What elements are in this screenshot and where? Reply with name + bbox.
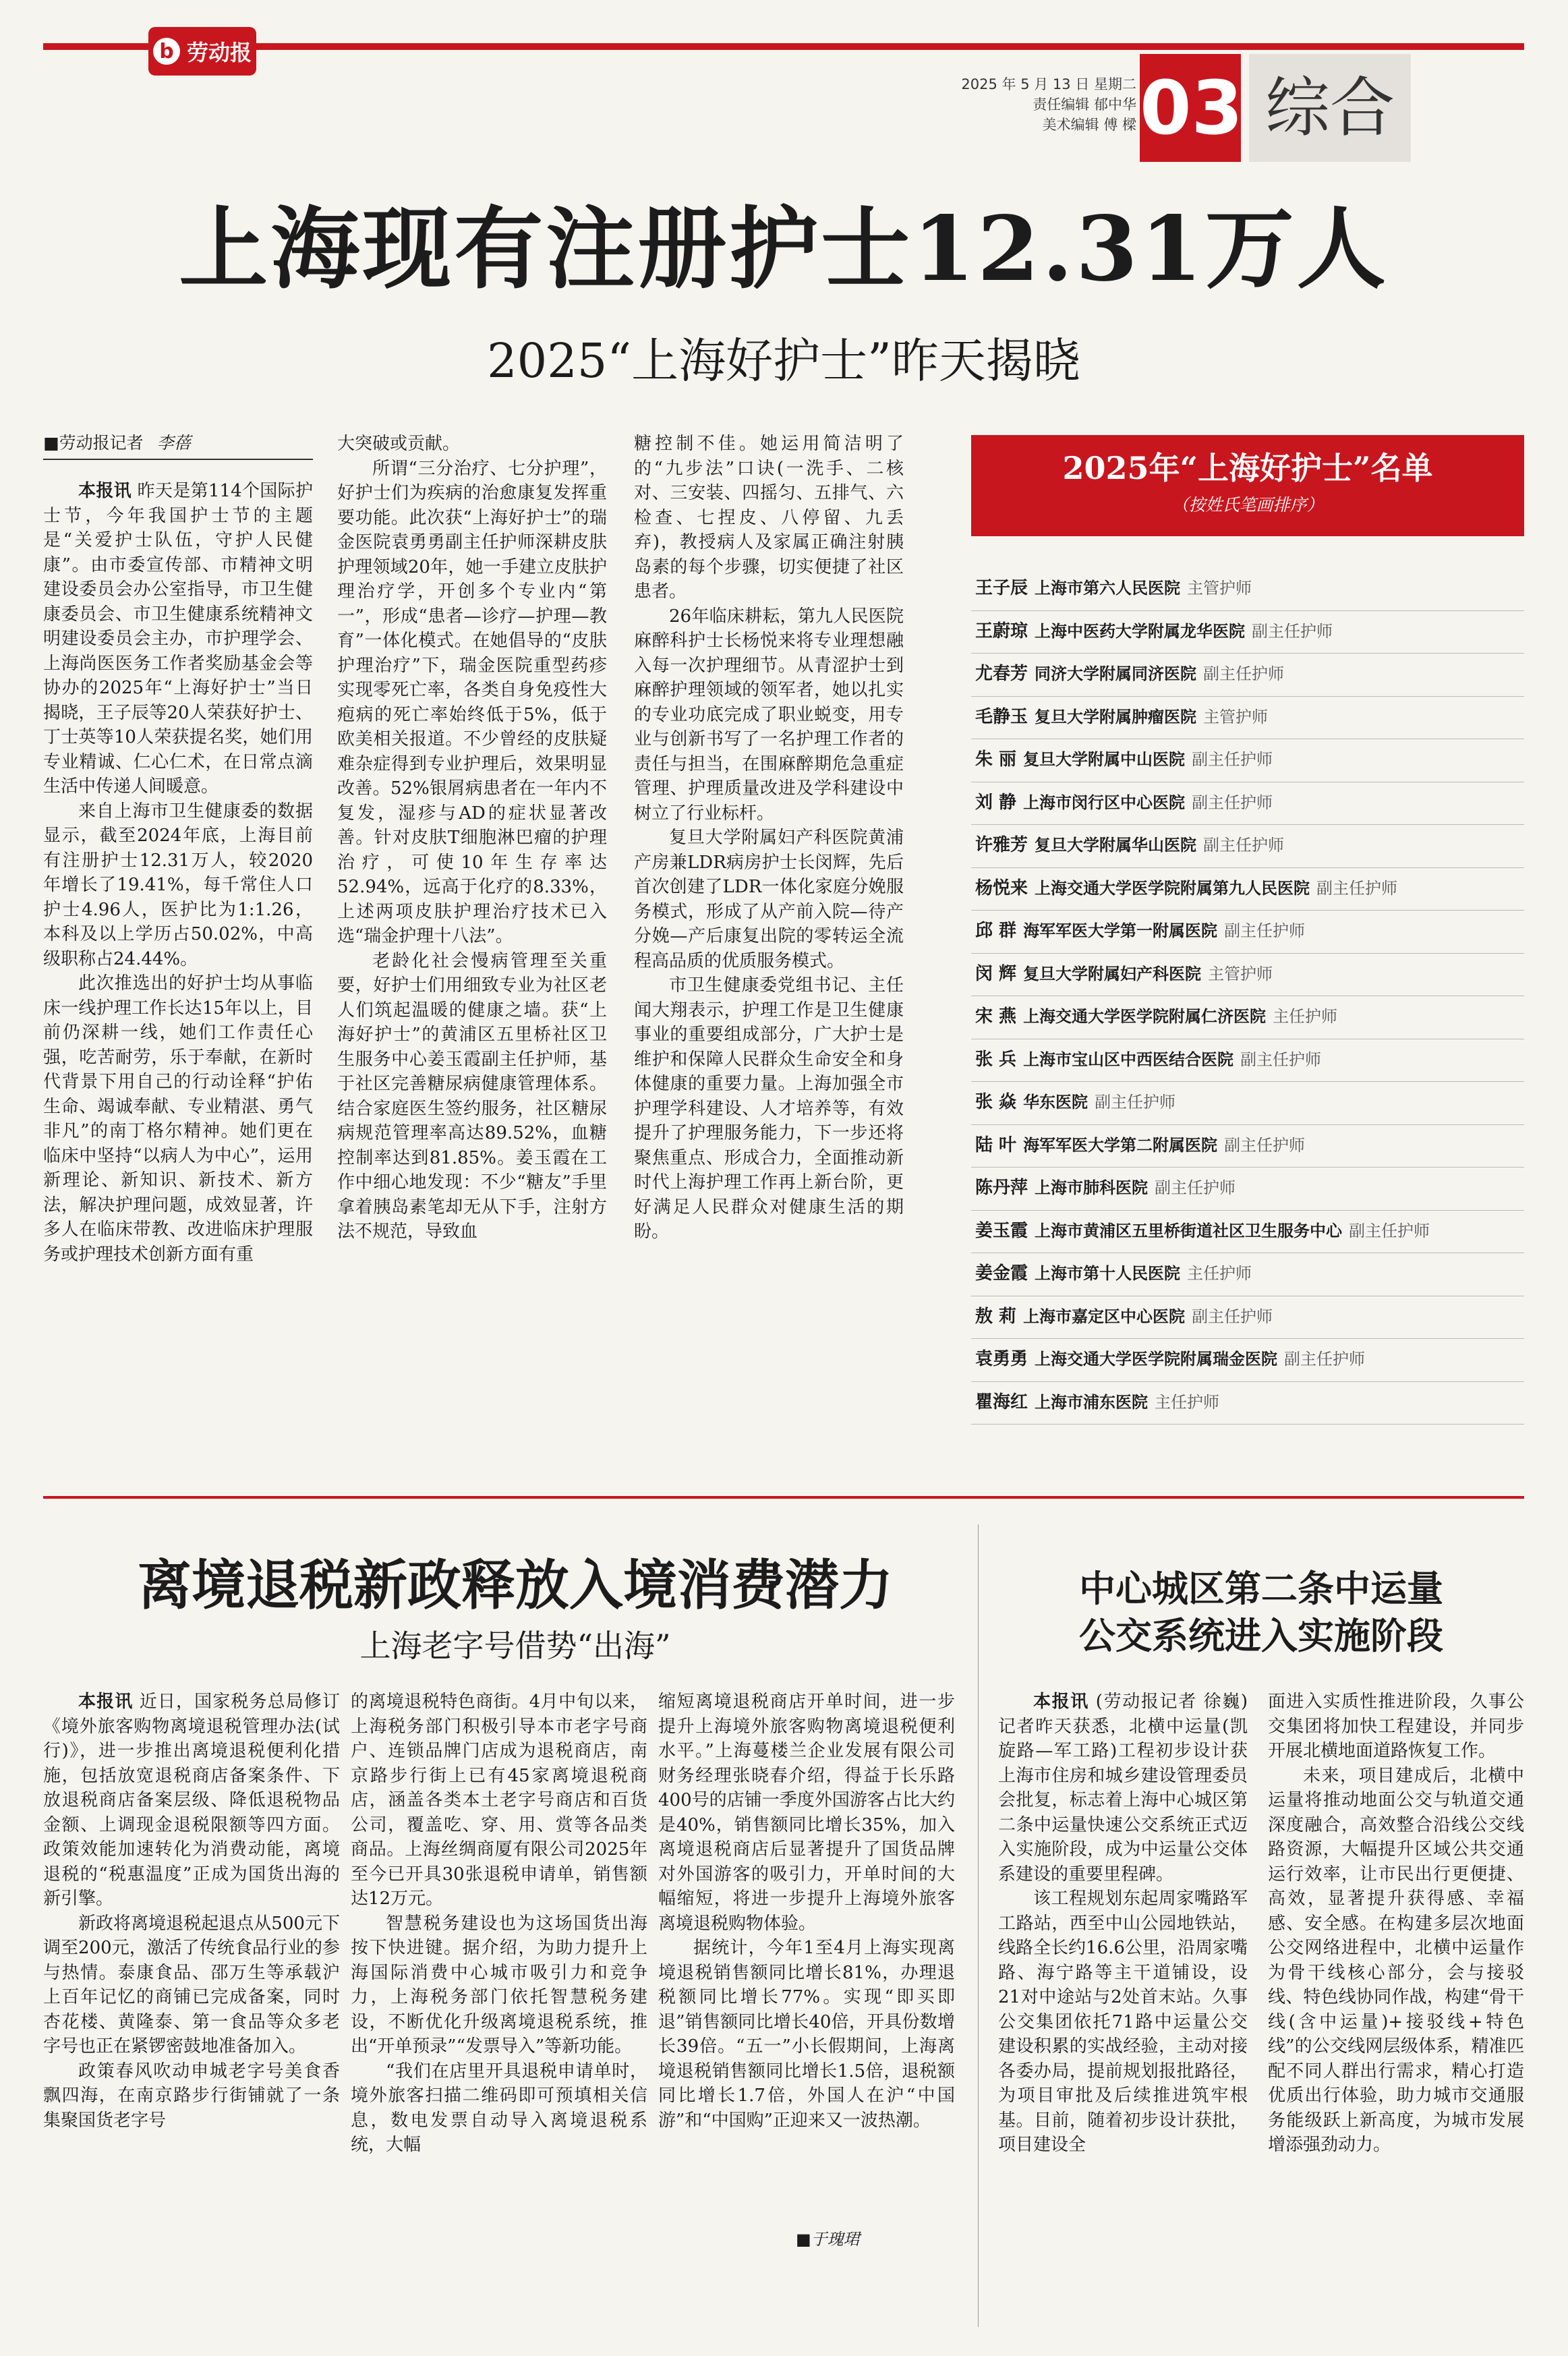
nurse-list-item [971,868,1524,911]
nurse-name: 杨悦来 [975,878,1028,898]
nurse-title: 副主任护师 [1252,621,1333,641]
nurse-list-item [971,825,1524,868]
nurse-title: 副主任护师 [1224,1135,1306,1155]
dateline-tag: 本报讯 [1033,1692,1089,1712]
paragraph [1268,1764,1524,2158]
paragraph-text: 近日，国家税务总局修订《境外旅客购物离境退税管理办法(试行)》，进一步推出离境退税便利化措施，包括放宽退税商店备案条件、下放退税商店备案层级、降低退税物品金额、上调现金退税限额等四方面。政策效能加速转化为消费动能，离境退税的“税惠温度”正成为国货出海的新引擎。 [43,1692,340,1909]
paragraph-text: “我们在店里开具退税申请单时，境外旅客扫描二维码即可预填相关信息，数电发票自动导入离境退税系统，大幅 [351,2061,647,2155]
tax-author: ■于瑰珺 [796,2230,860,2249]
lead-byline [43,432,313,460]
nurse-name: 许雅芳 [975,835,1028,855]
tax-column-2 [351,1690,647,2158]
nurse-list-item [971,1296,1524,1340]
paragraph-text: (劳动报记者 徐巍)记者昨天获悉，北横中运量(凯旋路—军工路)工程初步设计获上海市住房和城乡建设管理委员会批复，标志着上海中心城区第二条中运量快速公交系统正式迈入实施阶段，成为中运量公交体系建设的重要里程碑。 [998,1692,1248,1885]
nurse-list-item [971,1339,1524,1382]
nurse-hospital: 复旦大学附属华山医院 [1035,836,1197,855]
nurse-list-item [971,1168,1524,1211]
column-rule [978,1524,979,2327]
paragraph-text: 的离境退税特色商街。4月中旬以来，上海税务部门积极引导本市老字号商户、连锁品牌门店成为退税商店，南京路步行街上已有45家离境退税商店，涵盖各类本土老字号商店和百货公司，覆盖吃、穿、用、赏等各品类商品。上海丝绸商厦有限公司2025年至今已开具30张退税申请单，销售额达12万元。 [351,1692,647,1909]
nurse-hospital: 上海交通大学医学院附属仁济医院 [1023,1007,1267,1026]
nurse-name: 瞿海红 [975,1391,1028,1412]
nurse-list-item [971,954,1524,997]
nurse-name: 尤春芳 [975,664,1028,684]
logo-mark-icon: b [153,38,180,65]
nurse-list-item [971,1039,1524,1083]
nurse-hospital: 复旦大学附属中山医院 [1023,750,1186,769]
nurse-list-item [971,996,1524,1039]
paragraph [43,479,313,799]
nurse-hospital: 上海市黄浦区五里桥街道社区卫生服务中心 [1035,1221,1343,1240]
bus-column-2 [1268,1690,1524,2158]
nurse-hospital: 上海交通大学医学院附属瑞金医院 [1035,1350,1278,1369]
nurse-title: 副主任护师 [1203,664,1285,683]
paragraph [658,1936,955,2133]
paragraph [43,1912,340,2059]
lead-column-3 [634,432,904,1244]
nurse-name: 毛静玉 [975,706,1028,727]
nurse-title: 主任护师 [1273,1007,1338,1026]
nurse-hospital: 上海市第六人民医院 [1035,579,1181,598]
paragraph-text: 老龄化社会慢病管理至关重要，好护士们用细致专业为社区老人们筑起温暖的健康之墙。获“上海好护士”的黄浦区五里桥社区卫生服务中心姜玉霞副主任护师，基于社区完善糖尿病健康管理体系。结合家庭医生签约服务，社区糖尿病规范管理率高达89.52%，血糖控制率达到81.85%。姜玉霞在工作中细心地发现：不少“糖友”手里拿着胰岛素笔却无从下手，注射方法不规范，导致血 [337,950,607,1242]
nurse-hospital: 上海中医药大学附属龙华医院 [1035,621,1246,641]
bus-column-1 [998,1690,1248,2158]
paragraph-text: 面进入实质性推进阶段，久事公交集团将加快工程建设，并同步开展北横地面道路恢复工作。 [1268,1692,1524,1761]
nurse-name: 朱 丽 [975,749,1017,770]
nurse-list-item [971,1125,1524,1168]
nurse-title: 副主任护师 [1192,793,1273,812]
nurse-title: 主任护师 [1187,1264,1252,1283]
nurse-list-item [971,782,1524,826]
nurse-hospital: 复旦大学附属妇产科医院 [1023,964,1202,983]
nurse-name: 姜玉霞 [975,1220,1028,1241]
paragraph-text: 据统计，今年1至4月上海实现离境退税销售额同比增长81%，办理退税额同比增长77%。实现“即买即退”销售额同比增长40倍，开具份数增长39倍。“五一”小长假期间，上海离境退税销售额同比增长1.5倍，退税额同比增长1.7倍，外国人在沪“中国游”和“中国购”正迎来又一波热潮。 [658,1938,955,2131]
nurse-list-item [971,654,1524,697]
nurse-name: 张 焱 [975,1092,1017,1112]
bus-headline-line2: 公交系统进入实施阶段 [1079,1614,1443,1657]
nurse-list-item [971,1211,1524,1254]
tax-column-1 [43,1690,340,2133]
paragraph [998,1690,1248,1887]
nurse-list-title: 2025年“上海好护士”名单 [1062,450,1433,486]
nurse-name: 闵 辉 [975,963,1017,984]
paragraph-text: 昨天是第114个国际护士节，今年我国护士节的主题是“关爱护士队伍，守护人民健康”。由市委宣传部、市精神文明建设委员会办公室指导，市卫生健康委员会、市卫生健康系统精神文明建设委员会主办，市护理学会、上海尚医医务工作者奖励基金会等协办的2025年“上海好护士”当日揭晓，王子辰等20人荣获好护士、丁士英等10人荣获提名奖，她们用专业精诚、仁心仁术，在日常点滴生活中传递人间暖意。 [43,481,313,797]
nurse-title: 副主任护师 [1192,750,1273,769]
nurse-title: 副主任护师 [1224,921,1306,940]
nurse-list-item [971,1253,1524,1296]
paragraph-text: 新政将离境退税起退点从500元下调至200元，激活了传统食品行业的参与热情。泰康食品、邵万生等承载沪上百年记忆的商铺已完成备案，同时杏花楼、黄隆泰、第一食品等众多老字号也正在紧锣密鼓地准备加入。 [43,1913,340,2057]
nurse-list-item [971,697,1524,740]
paragraph-text: 该工程规划东起周家嘴路军工路站，西至中山公园地铁站，线路全长约16.6公里，沿周家嘴路、海宁路等主干道铺设，设21对中途站与2处首末站。久事公交集团依托71路中运量公交建设积累的实战经验，主动对接各委办局，提前规划报批路径，为项目审批及后续推进筑牢根基。目前，随着初步设计获批，项目建设全 [998,1889,1248,2155]
paragraph [351,1690,647,1912]
nurse-title: 副主任护师 [1095,1093,1176,1112]
paragraph [43,971,313,1267]
paragraph [337,457,607,949]
nurse-name: 刘 静 [975,792,1017,813]
nurse-title: 主管护师 [1208,964,1273,983]
paragraph-text: 缩短离境退税商店开单时间，进一步提升上海境外旅客购物离境退税便利水平。”上海蔓楼兰企业发展有限公司财务经理张晓春介绍，得益于长乐路400号的店铺一季度外国游客占比大约是40%，销售额同比增长35%，加入离境退税商店后显著提升了国货品牌对外国游客的吸引力，开单时间的大幅缩短，将进一步提升上海境外旅客离境退税购物体验。 [658,1692,955,1934]
newspaper-logo [148,27,256,76]
nurse-hospital: 海军军医大学第一附属医院 [1023,921,1218,940]
paragraph [1268,1690,1524,1764]
page-number: 03 [1140,54,1241,162]
bus-headline-line1: 中心城区第二条中运量 [1079,1567,1443,1610]
tax-column-3 [658,1690,955,2133]
paragraph [43,799,313,972]
lead-column-2 [337,432,607,1244]
paragraph [337,432,607,457]
dateline-tag: 本报讯 [78,481,132,501]
issue-date: 2025 年 5 月 13 日 星期二 [961,76,1136,92]
paragraph-text: 此次推选出的好护士均从事临床一线护理工作长达15年以上，目前仍深耕一线，她们工作责任心强，吃苦耐劳，乐于奉献，在新时代背景下用自己的行动诠释“护佑生命、竭诚奉献、专业精湛、勇气非凡”的南丁格尔精神。她们更在临床中坚持“以病人为中心”，运用新理论、新知识、新技术、新方法，解决护理问题，成效显著，许多人在临床带教、改进临床护理服务或护理技术创新方面有重 [43,973,313,1265]
nurse-hospital: 上海交通大学医学院附属第九人民医院 [1035,878,1310,898]
nurse-title: 副主任护师 [1155,1178,1236,1197]
nurse-hospital: 上海市肺科医院 [1035,1178,1149,1197]
nurse-list-subtitle: （按姓氏笔画排序） [1171,495,1324,515]
nurse-list-item [971,1382,1524,1425]
nurse-title: 副主任护师 [1192,1306,1273,1326]
nurse-list-item [971,568,1524,611]
nurse-hospital: 复旦大学附属肿瘤医院 [1035,707,1197,726]
nurse-list-item [971,1082,1524,1125]
nurse-list-item [971,739,1524,782]
paragraph-text: 智慧税务建设也为这场国货出海按下快进键。据介绍，为助力提升上海国际消费中心城市吸引力和竞争力，上海税务部门依托智慧税务建设，不断优化升级离境退税系统，推出“开单预录”“发票导入”等新功能。 [351,1913,647,2057]
nurse-name: 张 兵 [975,1049,1017,1070]
nurse-title: 副主任护师 [1240,1050,1322,1069]
nurse-name: 敖 莉 [975,1306,1017,1327]
paragraph-text: 政策春风吹动申城老字号美食香飘四海，在南京路步行街铺就了一条集聚国货老字号 [43,2061,340,2131]
section-name: 综合 [1249,54,1411,162]
nurse-title: 副主任护师 [1349,1221,1430,1240]
paragraph-text: 复旦大学附属妇产科医院黄浦产房兼LDR病房护士长闵辉，先后首次创建了LDR一体化家庭分娩服务模式，形成了从产前入院—待产分娩—产后康复出院的零转运全流程高品质的优质服务模式。 [634,828,904,971]
logo-text: 劳动报 [186,40,252,65]
nurse-name: 陈丹萍 [975,1178,1028,1198]
paragraph [337,949,607,1244]
nurse-title: 主管护师 [1187,579,1252,598]
paragraph [634,973,904,1244]
tax-headline: 离境退税新政释放入境消费潜力 [138,1553,893,1617]
paragraph-text: 未来，项目建成后，北横中运量将推动地面公交与轨道交通深度融合，高效整合沿线公交线路资源，大幅提升区域公共交通运行效率，让市民出行更便捷、高效，显著提升获得感、幸福感、安全感。在构建多层次地面公交网络进程中，北横中运量作为骨干线核心部分，会与接驳线、特色线协同作战，构建“骨干线(含中运量)+接驳线+特色线”的公交线网层级体系，精准匹配不同人群出行需求，精心打造优质出行体验，助力城市交通服务能级跃上新高度，为城市发展增添强劲动力。 [1268,1765,1524,2155]
bus-headline [998,1565,1524,1659]
paragraph [351,1912,647,2059]
paragraph [43,2059,340,2133]
paragraph [43,1690,340,1912]
lead-subhead: 2025“上海好护士”昨天揭晓 [487,333,1080,389]
masthead-rule [43,43,1524,50]
nurse-title: 主任护师 [1155,1392,1220,1412]
nurse-name: 王蔚琼 [975,621,1028,641]
paragraph [351,2059,647,2158]
art-editor: 美术编辑 傅 樑 [1042,117,1136,133]
tax-subhead: 上海老字号借势“出海” [359,1628,671,1664]
paragraph [998,1887,1248,2158]
nurse-hospital: 上海市宝山区中西医结合医院 [1023,1050,1234,1069]
nurse-name: 邱 群 [975,921,1017,941]
dateline-tag: 本报讯 [78,1692,134,1712]
issue-info [853,74,1136,135]
nurse-hospital: 上海市嘉定区中心医院 [1023,1306,1186,1326]
lead-column-1 [43,479,313,1267]
nurse-hospital: 同济大学附属同济医院 [1035,664,1197,683]
byline-label: ■劳动报记者 [43,433,144,453]
paragraph [634,826,904,973]
paragraph-text: 糖控制不佳。她运用简洁明了的“九步法”口诀(一洗手、二核对、三安装、四摇匀、五排气、六检查、七捏皮、八停留、九丢弃)，教授病人及家属正确注射胰岛素的每个步骤，切实便捷了社区患者。 [634,434,904,602]
lead-headline: 上海现有注册护士12.31万人 [179,197,1389,301]
paragraph-text: 市卫生健康委党组书记、主任闻大翔表示，护理工作是卫生健康事业的重要组成部分，广大护士是维护和保障人民群众生命安全和身体健康的重要力量。上海加强全市护理学科建设、人才培养等，有效提升了护理服务能力，下一步还将聚焦重点、形成合力，全面推动新时代上海护理工作再上新台阶，更好满足人民群众对健康生活的期盼。 [634,975,904,1242]
paragraph [634,604,904,826]
nurse-list-item [971,611,1524,654]
nurse-hospital: 华东医院 [1023,1093,1088,1112]
paragraph-text: 来自上海市卫生健康委的数据显示，截至2024年底，上海目前有注册护士12.31万人，较2020年增长了19.41%，每千常住人口护士4.96人，医护比为1:1.26，本科及以上学历占50.02%，中高级职称占24.44%。 [43,801,313,969]
paragraph-text: 所谓“三分治疗、七分护理”，好护士们为疾病的治愈康复发挥重要功能。此次获“上海好护士”的瑞金医院袁勇勇副主任护师深耕皮肤护理领域20年，她一手建立皮肤护理治疗学，开创多个专业内“第一”，形成“患者—诊疗—护理—教育”一体化模式。在她倡导的“皮肤护理治疗”下，瑞金医院重型药疹实现零死亡率，各类自身免疫性大疱病的死亡率始终低于5%，低于欧美相关报道。不少曾经的皮肤疑难杂症得到专业护理后，效果明显改善。52%银屑病患者在一年内不复发，湿疹与AD的症状显著改善。针对皮肤T细胞淋巴瘤的护理治疗，可使10年生存率达52.94%，远高于化疗的8.33%，上述两项皮肤护理治疗技术已入选“瑞金护理十八法”。 [337,458,607,946]
nurse-list [971,568,1524,1425]
nurse-title: 副主任护师 [1316,878,1398,898]
paragraph-text: 大突破或贡献。 [337,434,461,454]
paragraph-text: 26年临床耕耘，第九人民医院麻醉科护士长杨悦来将专业理想融入每一次护理细节。从青涩护士到麻醉护理领域的领军者，她以扎实的专业功底完成了职业蜕变，用专业与创新书写了一名护理工作者的责任与担当，在围麻醉期危急重症管理、护理质量改进及学科建设中树立了行业标杆。 [634,606,904,824]
nurse-hospital: 上海市浦东医院 [1035,1392,1149,1412]
paragraph [658,1690,955,1936]
nurse-list-item [971,911,1524,954]
nurse-title: 副主任护师 [1284,1350,1366,1369]
paragraph [634,432,904,604]
nurse-hospital: 海军军医大学第二附属医院 [1023,1135,1218,1155]
byline-name: 李蓓 [156,433,191,453]
nurse-name: 王子辰 [975,578,1028,598]
responsible-editor: 责任编辑 郁中华 [1033,96,1136,113]
section-divider [43,1496,1524,1499]
nurse-name: 袁勇勇 [975,1349,1028,1369]
nurse-name: 姜金霞 [975,1263,1028,1284]
nurse-list-banner [971,435,1524,536]
nurse-name: 陆 叶 [975,1134,1017,1155]
nurse-hospital: 上海市闵行区中心医院 [1023,793,1186,812]
nurse-title: 主管护师 [1203,707,1269,726]
nurse-name: 宋 燕 [975,1006,1017,1027]
nurse-title: 副主任护师 [1203,836,1285,855]
nurse-hospital: 上海市第十人民医院 [1035,1264,1181,1283]
